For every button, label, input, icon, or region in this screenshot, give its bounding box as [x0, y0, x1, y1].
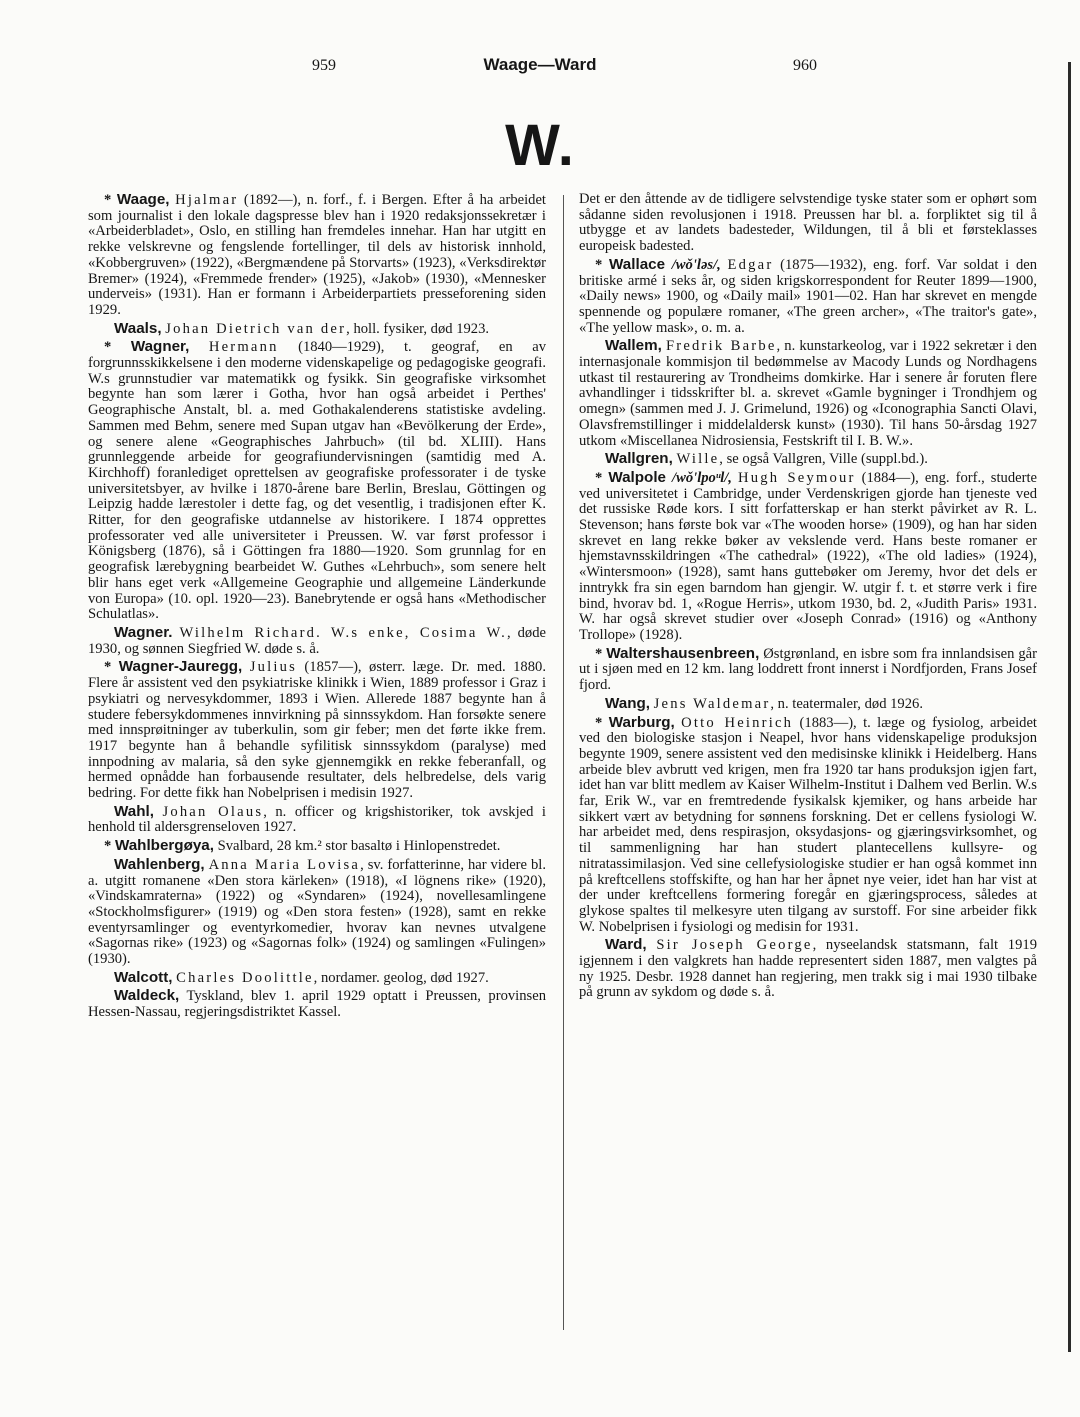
entry [88, 321, 546, 338]
page-header [0, 57, 1080, 79]
entry-text: , sv. forfatterinne, har videre bl. a. utgitt romanene «Den stora kärleken» (1918), «I lögnens rike» (1920), «Vindskamraterna» (1922) og «Syndaren» (1924), novellesamlingene «Stockholmsfigurer» (1919) og «Den stora festen» (1928), samt en rekke eventyrsamlinger og eventyrkomedier, hvorav kan nevnes utvalgene «Sagornas rike» (1923) og «Sagornas folk» (1924) og samlingen «Fulingen» (1930). [88, 856, 546, 968]
entry-star: * [104, 339, 131, 356]
entry-headword: Ward, [605, 936, 647, 954]
left-column [88, 192, 546, 1367]
entry [579, 715, 1037, 936]
entry-text: , holl. fysiker, død 1923. [346, 320, 490, 337]
entry-star: * [595, 256, 610, 273]
entry-headword: Wahlbergøya, [114, 837, 214, 855]
entry-text: (1857—), østerr. læge. Dr. med. 1880. Flere år assistent ved den psykiatriske klinikk i Wien, 1889 professor i Graz i psykiatri og nervesykdommer, 1893 i Wien. Allerede 1887 begynte han å studere febersykdommenes innvirkning på sinnssykdom. Han forsøkte senere med innsprøitninger av tuberkulin, som gir feber; men det førte ikke frem. 1917 begynte han å behandle syfilitisk sinnssykdom (paralyse) med innpodning av malaria, så den syke gjennemgikk en rekke feberanfall, og hermed opnådde han forbausende resultater, dels helbredelse, dels varig bedring. For dette fikk han Nobelprisen i medisin 1927. [88, 659, 546, 802]
entry-name: Jens Waldemar [653, 695, 771, 712]
entry-name: Hermann [208, 339, 279, 356]
entry-text: (1884—), eng. forf., studerte ved universitetet i Cambridge, under Verdenskrigen gjorde han tjeneste ved det russiske Røde kors. I sitt forfatterskap er han sterkt påvirket av R. L. Stevenson; hans første bok var «The wooden horse» (1909), og han har siden skrevet en lang rekke bøker av vekslende verd. Hans beste romaner er hjemstavnsskildringen «The cathedral» (1922), «The old ladies» (1924), «Wintersmoon» (1928), samt hans guttebøker om Jeremy, hvor det dels er inntrykk fra sin egen barndom han gjengir. W. utgir f. t. et større verk i fire bind, hvorav bd. 1, «Rogue Herris», utkom 1930, bd. 2, «Judith Paris» 1931. W. har også skrevet studier over «Joseph Conrad» (1916) og «Anthony Trollope» (1928). [579, 469, 1037, 643]
entry-star: * [595, 645, 607, 662]
entry [88, 625, 546, 657]
entry-text: , døde 1930, og sønnen Siegfried W. døde s. å. [88, 624, 546, 657]
entry [579, 338, 1037, 449]
entry [88, 659, 546, 801]
entry [579, 192, 1037, 255]
entry-text: , n. officer og krigshistoriker, tok avskjed i henhold til aldersgrenseloven 1927. [88, 803, 546, 836]
entry [579, 646, 1037, 694]
entry-pronunciation: /wǒ'lpoᵘl/, [666, 469, 732, 486]
entry-text: , n. teatermaler, død 1926. [770, 695, 923, 712]
entry [88, 988, 546, 1020]
entry-text: , n. kunstarkeolog, var i 1922 sekretær i den internasjonale kommisjon til bedømmelse av Macody Lunds og Nordhagens utkast til restaurering av Trondheims domkirke. Har i senere år foruten flere avhandlinger i tidsskrifter bl. a. skrevet «Gamle bygninger i Trondhjem og omegn» (sammen med J. J. Grimelund, 1926) og «Iconographia Sancti Olavi, Olavsfremstillinger i middelaldersk kunst» (1930). Til hans 50-årsdag 1927 utkom «Miscellanea Nidrosiensia, Festskrift til I. B. W.». [579, 338, 1037, 449]
page-edge [1068, 62, 1071, 1352]
entry [88, 192, 546, 319]
entry-headword: Wagner, [130, 338, 190, 356]
entry-text: Svalbard, 28 km.² stor basaltø i Hinlopenstredet. [213, 838, 501, 855]
running-title: Waage—Ward [483, 55, 597, 74]
entry-headword: Wallgren, [605, 450, 673, 468]
entry-headword: Wahl, [114, 802, 154, 820]
entry-headword: Walcott, [114, 968, 173, 986]
entry-name: Julius [249, 659, 297, 676]
entry-headword: Wallem, [605, 337, 662, 355]
entry-headword: Wallace [609, 255, 666, 273]
entry-name: Wilhelm Richard. W.s enke, Cosima W. [179, 624, 508, 641]
entry-name: Charles Doolittle [176, 969, 314, 986]
entry-star: * [104, 192, 117, 208]
entry-headword: Wagner. [114, 623, 173, 641]
entry-text: Østgrønland, en isbre som fra innlandsisen går ut i sjøen med en 12 km. lang loddrett front innerst i Nordfjorden, Frans Josef fjord. [579, 645, 1037, 694]
entry-text: Tyskland, blev 1. april 1929 optatt i Preussen, provinsen Hessen-Nassau, regjeringsdistriktet Kassel. [88, 988, 546, 1021]
entry-headword: Waage, [116, 192, 170, 208]
entry-name: Fredrik Barbe [665, 338, 777, 355]
entry-text: (1875—1932), eng. forf. Var soldat i den britiske armé i seks år, og siden krigskorrespondent for Reuter 1899—1900, «Daily news» 1900, og «Daily mail» 1901—02. Han har skrevet en mengde spennende og populære romaner, «The green archer», «The traitor's gate», «The yellow mask», o. m. a. [579, 256, 1037, 336]
entry [579, 470, 1037, 644]
entry-name: Johan Dietrich van der [165, 320, 347, 337]
entry-headword: Waltershausenbreen, [606, 644, 760, 662]
entry [579, 937, 1037, 1001]
entry-name: Anna Maria Lovisa [208, 856, 361, 873]
entry-text: , nordamer. geolog, død 1927. [313, 969, 489, 986]
entry-name: Otto Heinrich [681, 714, 794, 731]
entry-name: Sir Joseph George [656, 937, 813, 954]
section-letter: W. [505, 113, 575, 178]
entry [88, 970, 546, 987]
entry-star: * [104, 838, 115, 855]
entry-name: Wille [676, 451, 720, 468]
entry-headword: Wahlenberg, [114, 855, 205, 873]
entry-name: Edgar [727, 256, 774, 273]
entry-headword: Waals, [114, 319, 162, 337]
column-divider [563, 195, 564, 1330]
entry [88, 838, 546, 855]
right-column [579, 192, 1037, 1367]
entry [579, 451, 1037, 468]
entry [579, 696, 1037, 713]
entry [88, 804, 546, 836]
entry [579, 257, 1037, 337]
entry-star: * [595, 714, 609, 731]
entry-name: Hugh Seymour [738, 469, 856, 486]
entry-text: (1892—), n. forf., f. i Bergen. Efter å ha arbeidet som journalist i den lokale dagspresse blev han i 1920 redaksjonssekretær i «Arbeiderbladet», Oslo, en stilling han fremdeles innehar. Han har utgitt en rekke velskrevne og fengslende fortellinger, til dels av historisk innhold, «Kobbergruven» (1922), «Bergmændene på Storvarts» (1923), «Verksdirektør Bremer» (1924), «Fremmede frender» (1925), «Jakob» (1930), «Mennesker underveis» (1931). Han er formann i Arbeiderpartiets presseforening siden 1929. [88, 192, 546, 318]
entry-text: Det er den åttende av de tidligere selvstendige tyske stater som er ophørt som sådanne siden revolusjonen i 1918. Preussen har bl. a. forpliktet sig til å utbygge et av landets badesteder, Wildungen, til å bli et førsteklasses europeisk badested. [579, 192, 1037, 255]
entry-headword: Wagner-Jauregg, [118, 658, 243, 676]
entry [88, 857, 546, 968]
entry-text: , nyseelandsk statsmann, falt 1919 igjennem i den valgkrets han hadde representert siden 1887, men valgtes på ny 1925. Desbr. 1928 dannet han regjering, men trakk sig i mai 1930 tilbake på grunn av sykdom og døde s. å. [579, 937, 1037, 1001]
entry-star: * [595, 469, 609, 486]
entry-text: , se også Vallgren, Ville (suppl.bd.). [719, 451, 928, 468]
entry-headword: Waldeck, [114, 987, 180, 1005]
entry-headword: Wang, [605, 694, 650, 712]
page-number-right: 960 [793, 57, 817, 74]
entry-headword: Warburg, [608, 713, 675, 731]
entry-name: Hjalmar [175, 192, 239, 208]
page-number-left: 959 [312, 57, 336, 74]
entry-headword: Walpole [608, 468, 667, 486]
entry-star: * [104, 659, 119, 676]
entry-text: (1840—1929), t. geograf, en av forgrunnsskikkelsene i den moderne videnskapelige og pedagogiske geografi. W.s grunnstudier var matematikk og fysikk. Sin geografiske virksomhet begynte han som lærer i Gotha, hvor han også arbeidet i Perthes' Geographische Anstalt, bl. a. med Gothakalenderens statistiske avdeling. Sammen med Behm, senere med Supan utgav han «Bevölkerung der Erde», og senere alene «Geographisches Jahrbuch» (til bd. XLIII). Hans grunnleggende arbeide for geografiundervisningen (samtidig med A. Kirchhoff) foranlediget oprettelsen av geografiske professorater i de tyske universitetsbyer, av hvilke i 1870-årene bare Berlin, Breslau, Göttingen og Leipzig hadde lærestoler i dette fag, og det vesentlig, i tradisjonen efter K. Ritter, for den geografiske utdannelse av historikere. I 1874 opprettes professorater ved alle universiteter i Preussen. W. var først professor i Königsberg (1876), så i Göttingen fra 1880—1920. Som grunnlag for en geografisk lærebygning bearbeidet W. Guthes «Lehrbuch», som senere helt blir hans eget verk «Allgemeine Geographie und allgemeine Länderkunde von Europa» (10. opl. 1920—23). Banebrytende er også hans «Methodischer Schulatlas». [88, 339, 546, 623]
entry-pronunciation: /wǒ'ləs/, [665, 256, 721, 273]
entry [88, 339, 546, 623]
entry-name: Johan Olaus [162, 803, 264, 820]
entry-text: (1883—), t. læge og fysiolog, arbeidet ved den biologiske stasjon i Neapel, hvor hans videnskapelige produksjon begynte 1909, senere assistent ved den medisinske klinikk i Heidelberg. Hans arbeide blev avbrutt ved krigen, men fra 1920 tar hans produksjon igjen fart, idet han var blitt medlem av Kaiser Wilhelm-Institut i Dalhem ved Berlin. W.s far, Erik W., var en fremtredende fysikalsk kjemiker, og hans arbeide har sikkert vært av betydning for sønnens forskning. Det er cellens fysiologi W. har arbeidet med, dens respirasjon, oksydasjons- og gjæringsvirksomhet, og til sammenligning har han studert plantecellens kullsyre- og nitratassimilasjon. Ved sine cellefysiologiske studier er han også kommet inn på kreftcellens stoffskifte, og han har her åpnet nye veier, idet han har vist at der under kreftcellens formering foregår en gjæringsprocess, således at glykose spaltes til melkesyre uten tilgang av surstoff. For sine arbeider fikk W. Nobelprisen i fysiologi og medisin for 1931. [579, 714, 1037, 935]
